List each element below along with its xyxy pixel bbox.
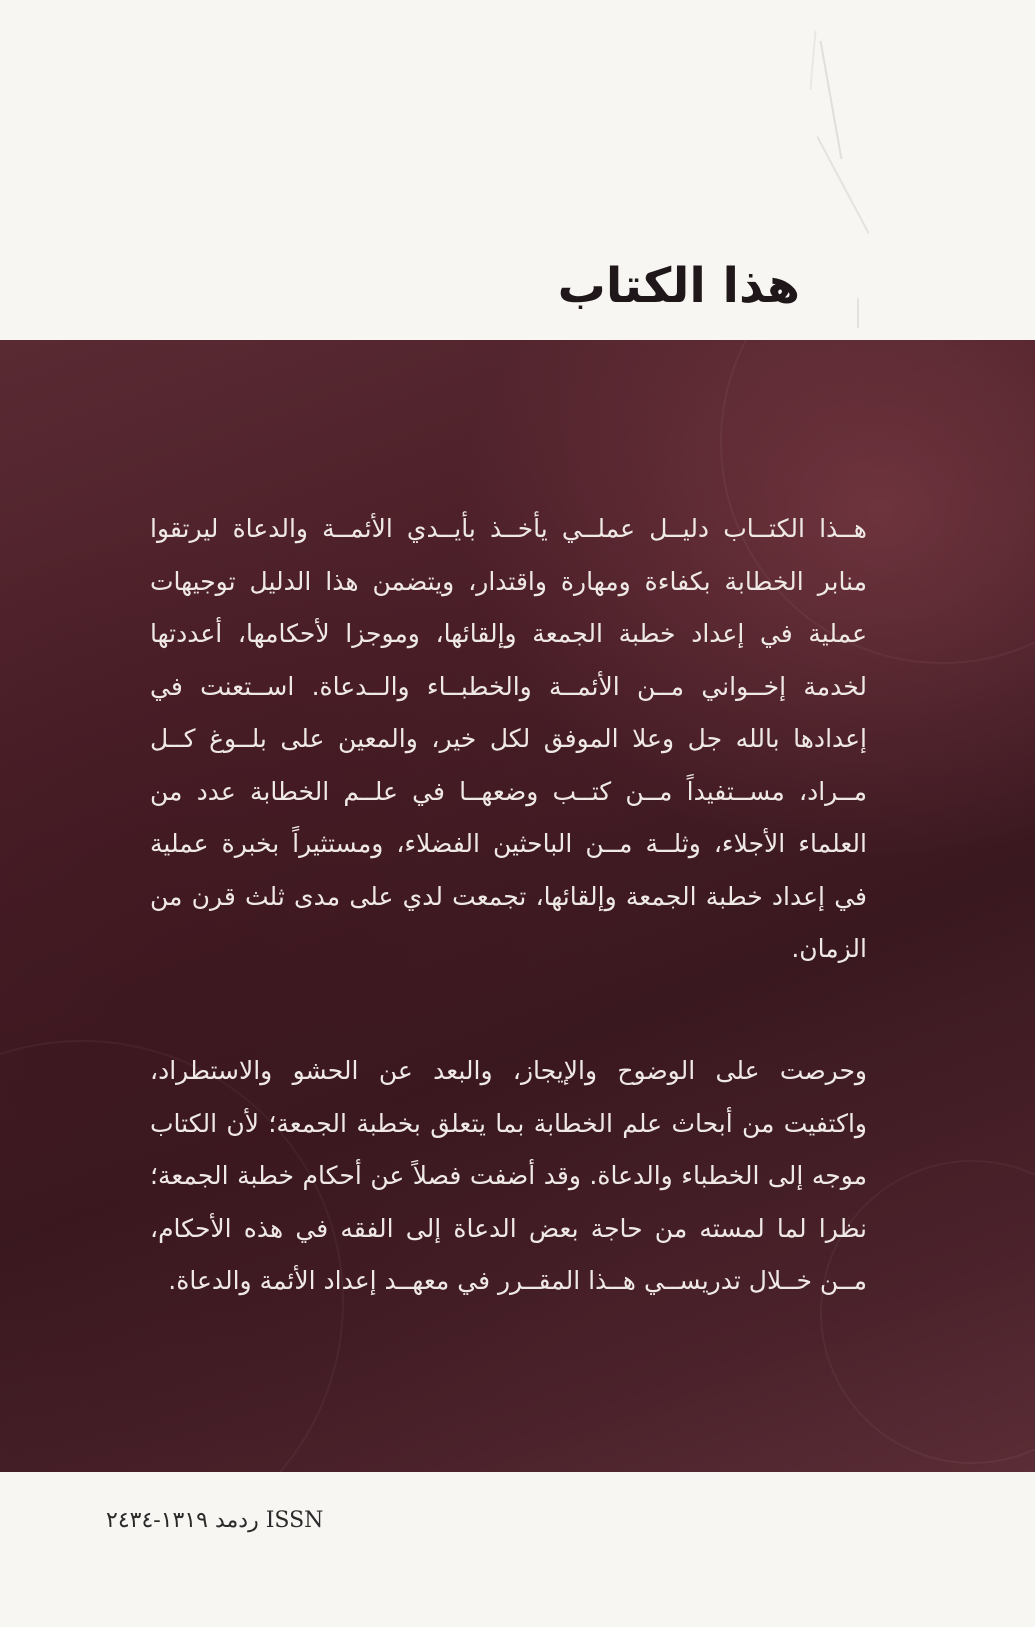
issn-label: ردمد ١٣١٩-٢٤٣٤ ISSN [106,1508,324,1533]
decorative-stroke [857,298,859,328]
paragraph-2: وحرصت على الوضوح والإيجاز، والبعد عن الحشو والاستطراد، واكتفيت من أبحاث علم الخطابة بما يتعلق بخطبة الجمعة؛ لأن الكتاب موجه إلى الخطباء والدعاة. وقد أضفت فصلاً عن أحكام خطبة الجمعة؛ نظرا لما لمسته من حاجة بعض الدعاة إلى الفقه في هذه الأحكام، مــن خــلال تدريســي هــذا المقــرر في معهــد إعداد الأئمة والدعاة. [150,1056,867,1295]
description-panel [0,340,1035,1472]
paragraph-1: هــذا الكتــاب دليــل عملــي يأخــذ بأيــدي الأئمــة والدعاة ليرتقوا منابر الخطابة بكفاءة ومهارة واقتدار، ويتضمن هذا الدليل توجيهات عملية في إعداد خطبة الجمعة وإلقائها، وموجزا لأحكامها، أعددتها لخدمة إخــواني مــن الأئمــة والخطبــاء والــدعاة. اســتعنت في إعدادها بالله جل وعلا الموفق لكل خير، والمعين على بلــوغ كــل مــراد، مســتفيداً مــن كتــب وضعهــا في علــم الخطابة عدد من العلماء الأجلاء، وثلــة مــن الباحثين الفضلاء، ومستثيراً بخبرة عملية في إعداد خطبة الجمعة وإلقائها، تجمعت لدي على مدى ثلث قرن من الزمان. [150,514,867,963]
decorative-stroke [809,30,816,90]
page-title: هذا الكتاب [557,258,800,314]
decorative-stroke [820,41,843,160]
decorative-stroke [816,136,869,234]
